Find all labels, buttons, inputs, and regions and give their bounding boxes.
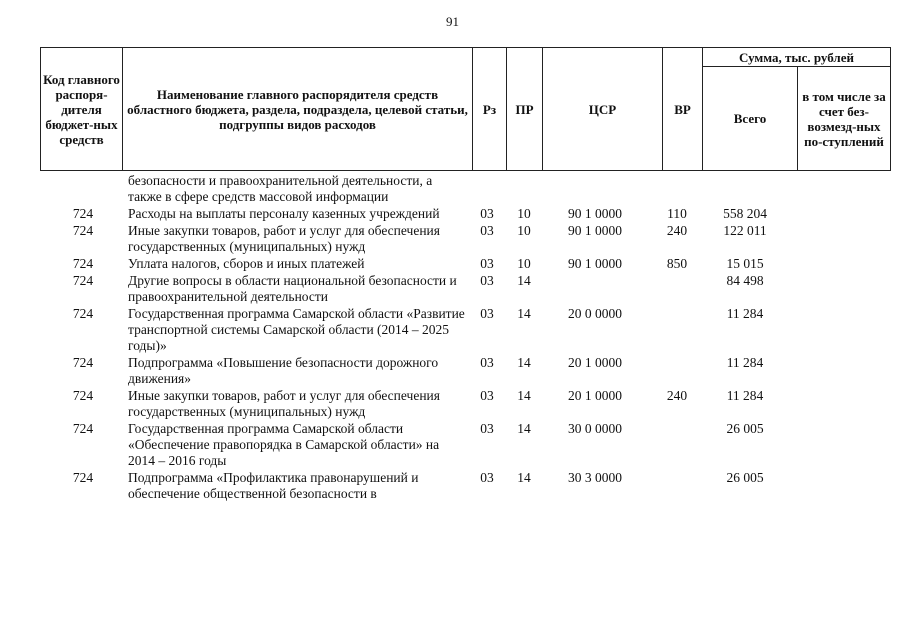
table-row: [40, 421, 886, 469]
cell-pr: 10: [517, 223, 531, 238]
cell-csr: 30 0 0000: [568, 421, 622, 436]
cell-code: 724: [72, 206, 94, 221]
table-row: [40, 470, 886, 502]
cell-pr: 10: [517, 206, 531, 221]
cell-code: 724: [72, 388, 94, 403]
cell-name: Расходы на выплаты персоналу казенных учреждений: [128, 206, 440, 221]
cell-code: 724: [72, 306, 94, 321]
cell-rz: 03: [480, 223, 494, 238]
cell-vr: 850: [666, 256, 688, 271]
cell-total: 26 005: [726, 421, 764, 436]
table-body: [40, 173, 886, 502]
cell-pr: 14: [517, 306, 531, 321]
table-row: [40, 306, 886, 354]
cell-pr: 14: [517, 355, 531, 370]
table-row: [40, 223, 886, 255]
header-gratuitous: в том числе за счет без-возмезд-ных по-ступлений: [798, 67, 891, 171]
cell-name: Подпрограмма «Профилактика правонарушений и обеспечение общественной безопасности в: [128, 470, 419, 501]
cell-pr: 14: [517, 470, 531, 485]
header-rz: Рз: [473, 48, 507, 171]
cell-name: безопасности и правоохранительной деятельности, а также в сфере средств массовой информации: [128, 173, 433, 204]
header-pr: ПР: [507, 48, 543, 171]
cell-csr: 20 1 0000: [568, 355, 622, 370]
cell-pr: 14: [517, 273, 531, 288]
cell-rz: 03: [480, 421, 494, 436]
cell-csr: 20 0 0000: [568, 306, 622, 321]
cell-name: Подпрограмма «Повышение безопасности дорожного движения»: [128, 355, 439, 386]
table-row: [40, 206, 886, 222]
header-sum: Сумма, тыс. рублей: [703, 48, 891, 67]
cell-name: Другие вопросы в области национальной безопасности и правоохранительной деятельности: [128, 273, 457, 304]
cell-code: 724: [72, 355, 94, 370]
cell-csr: 30 3 0000: [568, 470, 622, 485]
table-row: [40, 273, 886, 305]
cell-csr: 90 1 0000: [568, 223, 622, 238]
cell-code: 724: [72, 256, 94, 271]
table-row: [40, 355, 886, 387]
header-csr: ЦСР: [543, 48, 663, 171]
cell-total: 11 284: [726, 388, 764, 403]
cell-total: 84 498: [726, 273, 764, 288]
cell-code: 724: [72, 273, 94, 288]
cell-code: 724: [72, 470, 94, 485]
cell-rz: 03: [480, 206, 494, 221]
header-name: Наименование главного распорядителя средств областного бюджета, раздела, подраздела, целевой статьи, подгруппы видов расходов: [123, 48, 473, 171]
cell-rz: 03: [480, 470, 494, 485]
table-row: [40, 388, 886, 420]
cell-rz: 03: [480, 388, 494, 403]
cell-vr: 110: [667, 206, 687, 221]
cell-total: 558 204: [723, 206, 767, 221]
header-vr: ВР: [663, 48, 703, 171]
cell-rz: 03: [480, 306, 494, 321]
cell-name: Государственная программа Самарской области «Развитие транспортной системы Самарской области (2014 – 2025 годы)»: [128, 306, 465, 353]
header-total: Всего: [703, 67, 798, 171]
cell-total: 11 284: [726, 355, 764, 370]
cell-name: Иные закупки товаров, работ и услуг для обеспечения государственных (муниципальных) нужд: [128, 223, 440, 254]
cell-csr: 90 1 0000: [568, 256, 622, 271]
cell-total: 15 015: [726, 256, 764, 271]
cell-pr: 14: [517, 388, 531, 403]
cell-code: 724: [72, 421, 94, 436]
cell-rz: 03: [480, 256, 494, 271]
cell-pr: 10: [517, 256, 531, 271]
cell-csr: 20 1 0000: [568, 388, 622, 403]
cell-total: 11 284: [726, 306, 764, 321]
cell-vr: 240: [666, 223, 688, 238]
cell-name: Иные закупки товаров, работ и услуг для обеспечения государственных (муниципальных) нужд: [128, 388, 440, 419]
page-number: 91: [446, 14, 459, 29]
cell-rz: 03: [480, 273, 494, 288]
cell-name: Уплата налогов, сборов и иных платежей: [128, 256, 365, 271]
cell-name: Государственная программа Самарской области «Обеспечение правопорядка в Самарской области» на 2014 – 2016 годы: [128, 421, 440, 468]
cell-rz: 03: [480, 355, 494, 370]
table-header: [40, 47, 891, 171]
table-row: [40, 173, 886, 205]
cell-code: 724: [72, 223, 94, 238]
cell-total: 26 005: [726, 470, 764, 485]
cell-csr: 90 1 0000: [568, 206, 622, 221]
header-code: Код главного распоря-дителя бюджет-ных средств: [41, 48, 123, 171]
cell-total: 122 011: [723, 223, 767, 238]
cell-vr: 240: [666, 388, 688, 403]
cell-pr: 14: [517, 421, 531, 436]
table-row: [40, 256, 886, 272]
